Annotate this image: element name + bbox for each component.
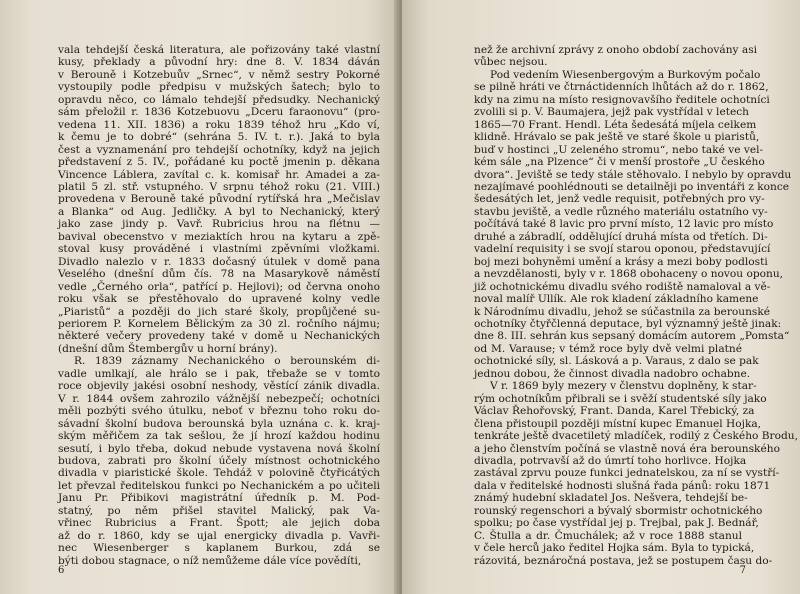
left-page-text bbox=[58, 44, 380, 567]
text-line: vůbec nejsou. bbox=[474, 56, 548, 69]
text-line: ochotnické síly, sl. Lásková a p. Varaus, z dalo se pak bbox=[474, 355, 759, 368]
text-line: vedle „Černého orla“, patřící p. Hejlovi); od června onoho bbox=[58, 280, 380, 293]
text-line: nezajímavé poohlédnouti se detailněji po inventáři z konce bbox=[474, 180, 790, 193]
text-line: Veselého (dnešní dům čís. 78 na Masarykově náměstí bbox=[58, 268, 380, 281]
text-line: od M. Varause; v témž roce byly dvě velmi platné bbox=[474, 342, 742, 355]
text-line: opravdu něco, co lámalo tehdejší předsudky. Nechanický bbox=[58, 93, 380, 106]
text-line: býti dobou stagnace, o níž nemůžeme dále více povědíti, bbox=[58, 554, 362, 567]
text-line: platil 5 zl. stř. vstupného. V srpnu téhož roku (21. VIII.) bbox=[58, 180, 380, 193]
text-line: buď v hostinci „U zeleného stromu“, nebo také ve vel- bbox=[474, 143, 764, 156]
text-line: ochotníky čtyřčlenná deputace, byl významný ještě jinak: bbox=[474, 317, 782, 330]
text-line: roku však se přestěhovalo do upravené kolny vedle bbox=[58, 293, 380, 306]
text-line: a Blanka“ od Aug. Jedličky. A byl to Nechanický, který bbox=[58, 205, 380, 218]
right-page-number: 7 bbox=[739, 565, 746, 576]
text-line: dne 8. III. sehrán kus sepsaný domácím autorem „Pomsta“ bbox=[474, 330, 790, 343]
text-line: Janu Pr. Přibikovi magistrátní úředník p. M. Pod- bbox=[58, 492, 380, 505]
text-line: noval malíř Ullík. Ale rok kladení základního kamene bbox=[474, 293, 759, 306]
text-line: sám přeložil r. 1836 Kotzebuovu „Dceru faraonovu“ (pro- bbox=[58, 106, 380, 119]
text-line: ským měřičem za tak sešlou, že jí hrozí každou hodinu bbox=[58, 430, 380, 443]
text-line: se pilně hráti ve čtrnáctidenních lhůtách až do r. 1862, bbox=[474, 81, 769, 94]
text-line: vedena 11. XII. 1836) a roku 1839 téhož hru „Kdo ví, bbox=[58, 118, 380, 131]
right-page bbox=[402, 0, 800, 594]
text-line: tenkráte ještě dvacetiletý mladíček, rodilý z Českého Brodu, bbox=[474, 430, 798, 443]
text-line: divadla v piaristické škole. Tehdáž v polovině čtyřicátých bbox=[58, 467, 380, 480]
text-line: člena přistoupil později místní kupec Emanuel Hojka, bbox=[474, 417, 762, 430]
text-line: divadla, potrvavší až do úmrtí toho horlivce. Hojka bbox=[474, 454, 747, 467]
right-page-text bbox=[474, 44, 798, 567]
text-line: vřinec Rubricius a Frant. Špott; ale jejich doba bbox=[58, 517, 380, 530]
text-line: roce objevily jakési osobní neshody, věstící zánik divadla. bbox=[58, 380, 380, 393]
text-line: až do r. 1860, kdy se ujal energicky divadla p. Vavři- bbox=[58, 529, 380, 542]
text-line: rým ochotníkům přibrali se i svěží studentské síly jako bbox=[474, 392, 767, 405]
text-line: než že archivní zprávy z onoho období zachovány asi bbox=[474, 44, 758, 56]
text-line: C. Štulla a dr. Čmuchálek; až v roce 1888 stanul bbox=[474, 529, 742, 542]
text-line: jednou dobou, že činnost divadla nadobro ochabne. bbox=[474, 367, 751, 380]
text-line: šedesátých let, jenž vedle requisit, potřebných pro vy- bbox=[474, 193, 765, 206]
text-line: budova, zabrati pro školní účely místnost ochotnického bbox=[58, 454, 380, 467]
text-line: jako zase jindy p. Vavř. Rubricius hrou na flétnu — bbox=[58, 218, 380, 231]
left-page-number: 6 bbox=[58, 565, 65, 576]
text-line: počítává také 8 lavic pro první místo, 12 lavic pro místo bbox=[474, 218, 774, 231]
text-line: kdy na zimu na místo resignovavšího ředitele ochotníci bbox=[474, 93, 770, 106]
text-line: provedena v Berouně také původní rytířská hra „Mečislav bbox=[58, 193, 380, 206]
text-line: v čele herců jako ředitel Hojka sám. Byla to typická, bbox=[474, 542, 755, 555]
text-line: stoval kusy prováděné i vlastními zpěvními vložkami. bbox=[58, 243, 380, 256]
text-line: Divadlo nalezlo v r. 1833 dočasný útulek v domě pana bbox=[58, 255, 380, 268]
text-line: vala tehdejší česká literatura, ale pořizovány také vlastní bbox=[58, 44, 380, 56]
text-line: sávadní školní budova berounská byla uznána c. k. kraj- bbox=[58, 417, 380, 430]
text-line: měli pozbýti svého útulku, neboť v březnu toho roku do- bbox=[58, 405, 380, 418]
text-line: rázovitá, beznáročná postava, jež se postupem času do- bbox=[474, 554, 773, 567]
text-line: čest a vyznamenání pro tehdejší ochotníky, když na jejich bbox=[58, 143, 380, 156]
text-line: kusy, překlady a původní hry: dne 8. V. 1834 dáván bbox=[58, 56, 380, 69]
text-line: Vincence Láblera, zavítal c. k. komisař hr. Amadei a za- bbox=[58, 168, 380, 181]
text-line: dala v ředitelské hodnosti slušná řada pánů: roku 1871 bbox=[474, 479, 771, 492]
text-line: stavbu jeviště, a vedle různého materiálu ostatního vy- bbox=[474, 205, 768, 218]
text-line: vystoupily podle předpisu v mužských šatech; bylo to bbox=[58, 81, 380, 94]
text-line: druhé a zábradlí, oddělující druhá místa od třetích. Di- bbox=[474, 230, 768, 243]
text-line: již ochotnickému divadlu svého rodiště namaloval a vě- bbox=[474, 280, 771, 293]
text-line: „Piaristů“ a později do jich staré školy, propůjčené su- bbox=[58, 305, 380, 318]
text-line: (dnešní dům Štembergův u horní brány). bbox=[58, 342, 278, 355]
text-line: a nevzdělanosti, byly v r. 1868 obohaceny o novou oponu, bbox=[474, 268, 784, 281]
text-line: V r. 1844 ovšem zahrozilo vážnější nebezpečí; ochotníci bbox=[58, 392, 380, 405]
text-line: k Národnímu divadlu, jehož se súčastnila za berounské bbox=[474, 305, 771, 318]
text-line: periorem P. Kornelem Bělickým za 30 zl. ročního nájmu; bbox=[58, 317, 380, 330]
text-line: Pod vedením Wiesenbergovým a Burkovým počalo bbox=[490, 68, 761, 81]
text-line: dvora“. Jeviště se tedy stále stěhovalo. I nebylo by opravdu bbox=[474, 168, 792, 181]
text-line: představení z 5. IV., pořádané ku poctě jmenin p. děkana bbox=[58, 156, 380, 169]
text-line: let převzal ředitelskou funkci po Nechanickém a po učiteli bbox=[58, 479, 380, 492]
text-line: spolku; po čase vystřídal jej p. Trejbal, pak J. Bednář, bbox=[474, 517, 759, 530]
text-line: Václav Řehořovský, Frant. Danda, Karel Třebický, za bbox=[474, 405, 755, 418]
text-line: statný, po něm přišel stavitel Malický, pak Va- bbox=[58, 504, 380, 517]
text-line: zvolili si p. V. Baumajera, jejž pak vystřídal v letech bbox=[474, 106, 749, 119]
text-line: klidně. Hrávalo se pak ještě ve staré škole u piaristů, bbox=[474, 131, 760, 144]
text-line: sesutí, i bylo třeba, dokud nebude vystavena nová školní bbox=[58, 442, 380, 455]
text-line: vadelní requisity i se svojí starou oponou, představující bbox=[474, 243, 771, 256]
text-line: známý hudební skladatel Jos. Nešvera, tehdejší be- bbox=[474, 492, 748, 505]
left-page bbox=[0, 0, 398, 594]
text-line: V r. 1869 byly mezery v členstvu doplněny, k star- bbox=[490, 380, 757, 393]
text-line: 1865—70 Frant. Hendl. Léta šedesátá míjela celkem bbox=[474, 118, 757, 131]
text-line: v Berouně i Kotzebuův „Srnec“, v němž sestry Pokorné bbox=[58, 68, 380, 81]
text-line: boj mezi bohyněmi umění a krásy a mezi boby podlosti bbox=[474, 255, 768, 268]
text-line: bavival obecenstvo v meziaktích hrou na kytaru a zpě- bbox=[58, 230, 380, 243]
text-line: rounský regenschori a bývalý sbormistr ochotnického bbox=[474, 504, 763, 517]
text-line: a jeho členstvím počíná se vlastně nová éra berounského bbox=[474, 442, 780, 455]
text-line: k čemu je to dobré“ (sehrána 5. IV. t. r.). Jaká to byla bbox=[58, 131, 380, 144]
text-line: kém sále „na Plzence“ či v menší prostoře „U českého bbox=[474, 156, 765, 169]
text-line: R. 1839 záznamy Nechanického o berounském di- bbox=[74, 355, 380, 368]
text-line: některé večery provedeny také v domě u Nechanických bbox=[58, 330, 380, 343]
text-line: nec Wiesenberger s kaplanem Burkou, zdá se bbox=[58, 542, 380, 555]
text-line: zastával zprvu pouze funkci jednatelskou, za ní se vystří- bbox=[474, 467, 780, 480]
text-line: vadle umlkají, ale hrálo se i pak, třebaže se v tomto bbox=[58, 367, 380, 380]
